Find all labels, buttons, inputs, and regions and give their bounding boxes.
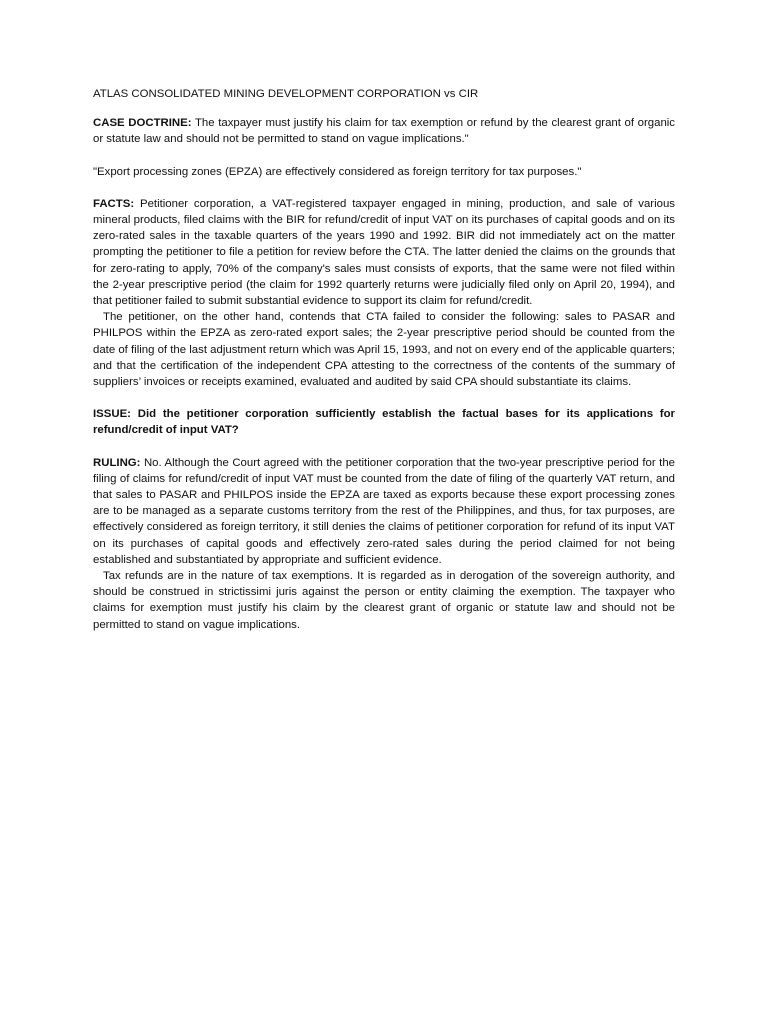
case-doctrine-paragraph	[93, 115, 675, 147]
ruling-label: RULING:	[93, 456, 141, 469]
ruling-text: No. Although the Court agreed with the petitioner corporation that the two-year prescriptive period for the filing of claims for refund/credit of input VAT must be counted from the date of filing of the quarterly VAT return, and that sales to PASAR and PHILPOS inside the EPZA are taxed as exports because these export processing zones are to be managed as a separate customs territory from the rest of the Philippines, and thus, for tax purposes, are effectively considered as foreign territory, it still denies the claims of petitioner corporation for refund of its input VAT on its purchases of capital goods and effectively zero-rated sales during the period claimed for not being established and substantiated by appropriate and sufficient evidence.	[93, 456, 675, 566]
issue-label: ISSUE:	[93, 408, 131, 421]
issue-text: Did the petitioner corporation sufficiently establish the factual bases for its applications for refund/credit of input VAT?	[93, 408, 675, 437]
case-doctrine-text: The taxpayer must justify his claim for tax exemption or refund by the clearest grant of organic or statute law and should not be permitted to stand on vague implications."	[93, 117, 676, 146]
case-title: ATLAS CONSOLIDATED MINING DEVELOPMENT CORPORATION vs CIR	[93, 88, 479, 100]
epza-quote: "Export processing zones (EPZA) are effectively considered as foreign territory for tax purposes."	[93, 165, 582, 178]
facts-paragraph-2: The petitioner, on the other hand, contends that CTA failed to consider the following: sales to PASAR and PHILPOS within the EPZA as zero-rated export sales; the 2-year prescriptive period should be counted from the date of filing of the last adjustment return which was April 15, 1993, and not on every end of the applicable quarters; and that the certification of the independent CPA attesting to the correctness of the contents of the summary of suppliers’ invoices or receipts examined, evaluated and audited by said CPA should substantiate its claims.	[93, 311, 675, 389]
ruling-paragraph	[93, 455, 675, 568]
document-page	[93, 86, 675, 633]
case-doctrine-label: CASE DOCTRINE:	[93, 117, 192, 130]
facts-label: FACTS:	[93, 197, 135, 210]
facts-paragraph	[93, 196, 675, 309]
facts-text: Petitioner corporation, a VAT-registered taxpayer engaged in mining, production, and sale of various mineral products, filed claims with the BIR for refund/credit of input VAT on its purchases of capital goods and on its zero-rated sales in the taxable quarters of the years 1990 and 1992. BIR did not immediately act on the matter prompting the petitioner to file a petition for review before the CTA. The latter denied the claims on the grounds that for zero-rating to apply, 70% of the company's sales must consists of exports, that the same were not filed within the 2-year prescriptive period (the claim for 1992 quarterly returns were judicially filed only on April 20, 1994), and that petitioner failed to submit substantial evidence to support its claim for refund/credit.	[93, 197, 675, 308]
ruling-paragraph-2: Tax refunds are in the nature of tax exemptions. It is regarded as in derogation of the sovereign authority, and should be construed in strictissimi juris against the person or entity claiming the exemption. The taxpayer who claims for exemption must justify his claim by the clearest grant of organic or statute law and should not be permitted to stand on vague implications.	[93, 570, 675, 631]
issue-paragraph	[93, 406, 675, 438]
